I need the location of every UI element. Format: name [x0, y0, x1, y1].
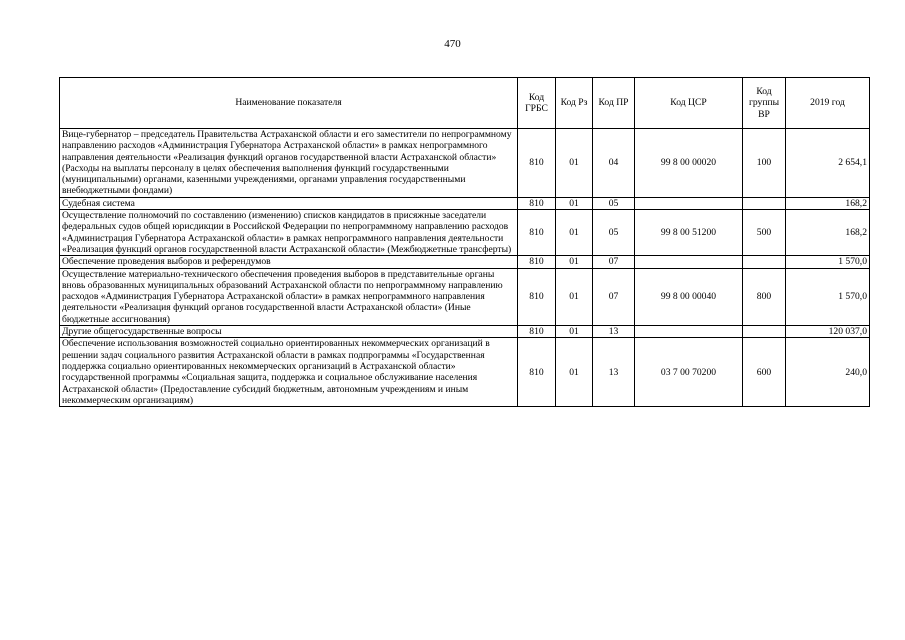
table-row — [60, 210, 870, 256]
row-rz: 01 — [556, 326, 593, 338]
table-row — [60, 256, 870, 268]
row-csr: 03 7 00 70200 — [635, 338, 743, 407]
row-pr: 07 — [593, 268, 635, 325]
header-rz: Код Рз — [556, 78, 593, 129]
row-csr: 99 8 00 00040 — [635, 268, 743, 325]
row-rz: 01 — [556, 197, 593, 209]
page-number: 470 — [444, 38, 461, 50]
row-grbs: 810 — [518, 129, 556, 198]
row-grbs: 810 — [518, 326, 556, 338]
header-year: 2019 год — [786, 78, 870, 129]
row-name: Судебная система — [60, 197, 518, 209]
row-vr — [743, 326, 786, 338]
row-grbs: 810 — [518, 338, 556, 407]
header-csr: Код ЦСР — [635, 78, 743, 129]
row-amount: 1 570,0 — [786, 256, 870, 268]
row-pr: 13 — [593, 326, 635, 338]
row-pr: 05 — [593, 210, 635, 256]
row-csr — [635, 326, 743, 338]
row-vr — [743, 197, 786, 209]
row-rz: 01 — [556, 210, 593, 256]
row-name: Вице-губернатор – председатель Правительства Астраханской области и его заместители по непрограммному направлению расходов «Администрация Губернатора Астраханской области» в рамках непрограммного направления деятельности «Реализация функций органов государственной власти Астраханской области» (Расходы на выплаты персоналу в целях обеспечения выполнения функций государственными (муниципальными) органами, казенными учреждениями, органами управления государственными внебюджетными фондами) — [60, 129, 518, 198]
row-amount: 1 570,0 — [786, 268, 870, 325]
row-name: Другие общегосударственные вопросы — [60, 326, 518, 338]
row-name: Обеспечение использования возможностей социально ориентированных некоммерческих организаций в решении задач социального развития Астраханской области в рамках подпрограммы «Государственная поддержка социально ориентированных некоммерческих организаций в Астраханской области» государственной программы «Социальная защита, поддержка и социальное обслуживание населения Астраханской области» (Предоставление субсидий бюджетным, автономным учреждениям и иным некоммерческим организациям) — [60, 338, 518, 407]
row-pr: 13 — [593, 338, 635, 407]
header-name: Наименование показателя — [60, 78, 518, 129]
row-grbs: 810 — [518, 197, 556, 209]
header-pr: Код ПР — [593, 78, 635, 129]
row-pr: 05 — [593, 197, 635, 209]
row-name: Осуществление полномочий по составлению (изменению) списков кандидатов в присяжные заседатели федеральных судов общей юрисдикции в Российской Федерации по непрограммному направлению расходов «Администрация Губернатора Астраханской области» в рамках непрограммного направления деятельности «Реализация функций органов государственной власти Астраханской области» (Межбюджетные трансферты) — [60, 210, 518, 256]
row-pr: 07 — [593, 256, 635, 268]
header-grbs: Код ГРБС — [518, 78, 556, 129]
row-vr: 500 — [743, 210, 786, 256]
row-grbs: 810 — [518, 256, 556, 268]
row-vr: 100 — [743, 129, 786, 198]
table-row — [60, 197, 870, 209]
table-row — [60, 129, 870, 198]
row-csr — [635, 197, 743, 209]
row-name: Обеспечение проведения выборов и референдумов — [60, 256, 518, 268]
table-row — [60, 338, 870, 407]
row-rz: 01 — [556, 338, 593, 407]
row-amount: 240,0 — [786, 338, 870, 407]
row-amount: 168,2 — [786, 210, 870, 256]
row-amount: 168,2 — [786, 197, 870, 209]
row-name: Осуществление материально-технического обеспечения проведения выборов в представительные органы вновь образованных муниципальных образований Астраханской области по непрограммному направлению расходов «Администрация Губернатора Астраханской области» в рамках непрограммного направления деятельности «Реализация функций органов государственной власти Астраханской области» (Иные бюджетные ассигнования) — [60, 268, 518, 325]
row-rz: 01 — [556, 256, 593, 268]
row-rz: 01 — [556, 268, 593, 325]
table-row — [60, 268, 870, 325]
row-vr: 800 — [743, 268, 786, 325]
row-amount: 120 037,0 — [786, 326, 870, 338]
header-vr: Код группы ВР — [743, 78, 786, 129]
row-rz: 01 — [556, 129, 593, 198]
row-grbs: 810 — [518, 268, 556, 325]
table-header-row — [60, 78, 870, 129]
row-grbs: 810 — [518, 210, 556, 256]
row-vr: 600 — [743, 338, 786, 407]
row-pr: 04 — [593, 129, 635, 198]
budget-table — [59, 77, 870, 407]
row-csr: 99 8 00 51200 — [635, 210, 743, 256]
table-row — [60, 326, 870, 338]
row-vr — [743, 256, 786, 268]
row-csr — [635, 256, 743, 268]
row-amount: 2 654,1 — [786, 129, 870, 198]
row-csr: 99 8 00 00020 — [635, 129, 743, 198]
